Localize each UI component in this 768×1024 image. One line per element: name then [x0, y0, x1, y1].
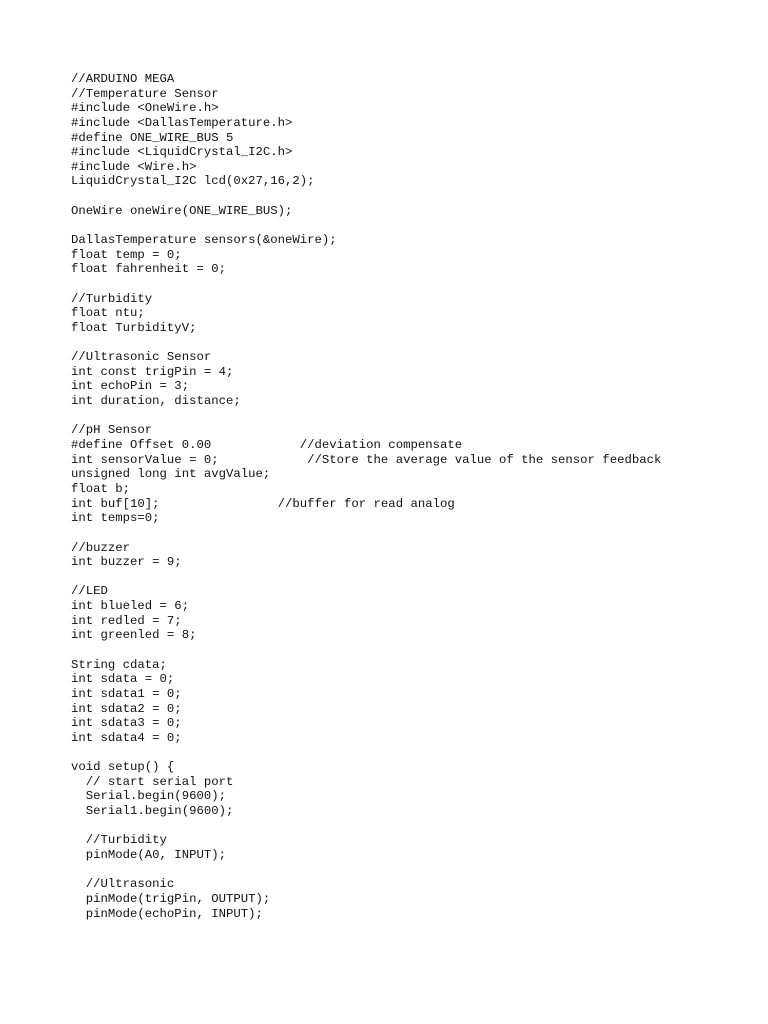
code-line: float temp = 0;: [71, 247, 182, 262]
code-line: String cdata;: [71, 657, 167, 672]
code-line: int greenled = 8;: [71, 628, 197, 643]
code-line: LiquidCrystal_I2C lcd(0x27,16,2);: [71, 174, 315, 189]
code-line: int echoPin = 3;: [71, 379, 190, 394]
code-line: [71, 277, 661, 292]
code-line: //Temperature Sensor: [71, 86, 219, 101]
code-line: float TurbidityV;: [71, 320, 197, 335]
code-line: unsigned long int avgValue;: [71, 467, 271, 482]
code-line: [71, 745, 661, 760]
code-line: [71, 409, 661, 424]
code-line: [71, 526, 661, 541]
code-line: [71, 570, 661, 585]
code-line: pinMode(A0, INPUT);: [71, 847, 226, 862]
code-line: [71, 189, 661, 204]
code-line: #define ONE_WIRE_BUS 5: [71, 130, 234, 145]
code-line: OneWire oneWire(ONE_WIRE_BUS);: [71, 203, 293, 218]
code-line: int const trigPin = 4;: [71, 364, 234, 379]
code-line: int buf[10]; //buffer for read analog: [71, 496, 455, 511]
code-line: DallasTemperature sensors(&oneWire);: [71, 233, 337, 248]
code-line: pinMode(echoPin, INPUT);: [71, 906, 263, 921]
code-line: int sdata = 0;: [71, 672, 175, 687]
code-line: //Turbidity: [71, 291, 153, 306]
code-line: int sdata3 = 0;: [71, 716, 182, 731]
code-line: int buzzer = 9;: [71, 555, 182, 570]
code-line: #include <Wire.h>: [71, 159, 197, 174]
code-line: int redled = 7;: [71, 613, 182, 628]
code-line: int blueled = 6;: [71, 599, 190, 614]
code-line: [71, 643, 661, 658]
code-line: // start serial port: [71, 774, 234, 789]
code-line: [71, 218, 661, 233]
code-line: float ntu;: [71, 306, 145, 321]
code-line: //buzzer: [71, 540, 131, 555]
code-line: [71, 863, 661, 878]
code-line: //ARDUINO MEGA: [71, 72, 175, 86]
code-line: void setup() {: [71, 760, 175, 775]
code-line: int duration, distance;: [71, 394, 241, 409]
code-line: int sdata2 = 0;: [71, 701, 182, 716]
code-line: Serial.begin(9600);: [71, 789, 226, 804]
code-line: //Ultrasonic Sensor: [71, 350, 212, 365]
code-line: int sensorValue = 0; //Store the average value of the sensor feedback: [71, 452, 662, 467]
code-line: //Turbidity: [71, 833, 167, 848]
code-line: //Ultrasonic: [71, 877, 175, 892]
code-listing: [71, 72, 661, 921]
code-line: //LED: [71, 584, 108, 599]
code-line: float fahrenheit = 0;: [71, 262, 226, 277]
code-line: #include <OneWire.h>: [71, 101, 219, 116]
code-line: int temps=0;: [71, 511, 160, 526]
code-line: [71, 819, 661, 834]
code-line: Serial1.begin(9600);: [71, 804, 234, 819]
code-line: #include <LiquidCrystal_I2C.h>: [71, 145, 293, 160]
code-line: pinMode(trigPin, OUTPUT);: [71, 891, 271, 906]
code-line: //pH Sensor: [71, 423, 153, 438]
code-line: int sdata1 = 0;: [71, 686, 182, 701]
code-line: #define Offset 0.00 //deviation compensate: [71, 438, 463, 453]
code-line: #include <DallasTemperature.h>: [71, 115, 293, 130]
code-line: float b;: [71, 481, 131, 496]
code-line: [71, 336, 661, 351]
code-line: int sdata4 = 0;: [71, 730, 182, 745]
